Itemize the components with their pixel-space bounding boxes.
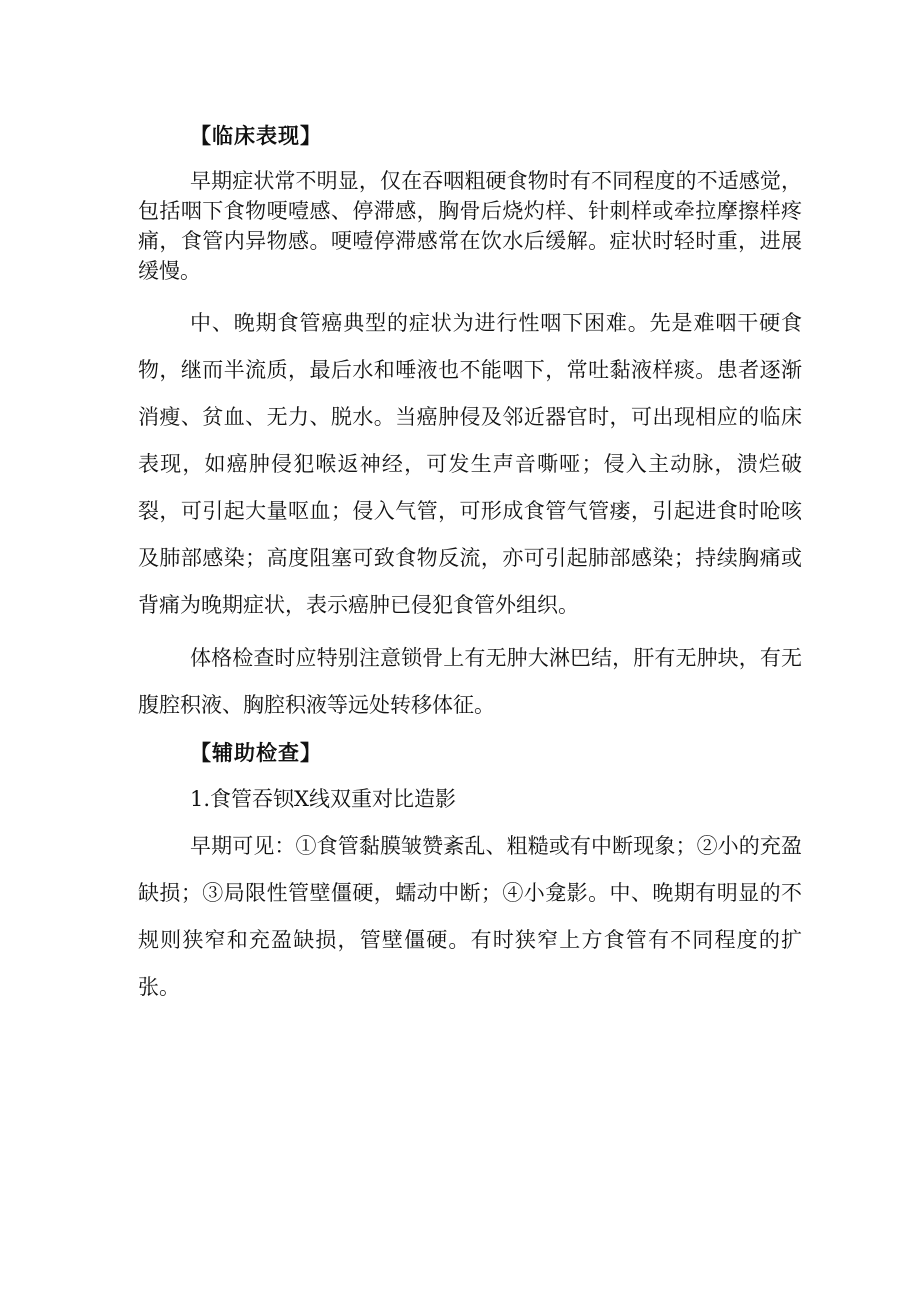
section-heading-clinical: 【临床表现】 bbox=[190, 123, 322, 148]
paragraph-barium-findings: 早期可见：①食管黏膜皱赞紊乱、粗糙或有中断现象；②小的充盈缺损；③局限性管壁僵硬，蠕动中断；④小龛影。中、晚期有明显的不规则狭窄和充盈缺损，管壁僵硬。有时狭窄上方食管有不同程度的扩张。 bbox=[138, 834, 802, 999]
section-heading-auxiliary: 【辅助检查】 bbox=[190, 740, 322, 765]
document-page bbox=[138, 118, 802, 1017]
paragraph-late-symptoms: 中、晚期食管癌典型的症状为进行性咽下困难。先是难咽干硬食物，继而半流质，最后水和唾液也不能咽下，常吐黏液样痰。患者逐渐消瘦、贫血、无力、脱水。当癌肿侵及邻近器官时，可出现相应的临床表现，如癌肿侵犯喉返神经，可发生声音嘶哑；侵入主动脉，溃烂破裂，可引起大量呕血；侵入气管，可形成食管气管瘘，引起进食时呛咳及肺部感染；高度阻塞可致食物反流，亦可引起肺部感染；持续胸痛或背痛为晚期症状，表示癌肿已侵犯食管外组织。 bbox=[138, 311, 802, 617]
paragraph-physical-exam: 体格检查时应特别注意锁骨上有无肿大淋巴结，肝有无肿块，有无腹腔积液、胸腔积液等远处转移体征。 bbox=[138, 646, 802, 717]
item-title-barium-swallow: 1.食管吞钡X线双重对比造影 bbox=[190, 787, 456, 811]
paragraph-early-symptoms: 早期症状常不明显，仅在吞咽粗硬食物时有不同程度的不适感觉，包括咽下食物哽噎感、停滞感，胸骨后烧灼样、针刺样或牵拉摩擦样疼痛，食管内异物感。哽噎停滞感常在饮水后缓解。症状时轻时重，进展缓慢。 bbox=[138, 169, 802, 283]
